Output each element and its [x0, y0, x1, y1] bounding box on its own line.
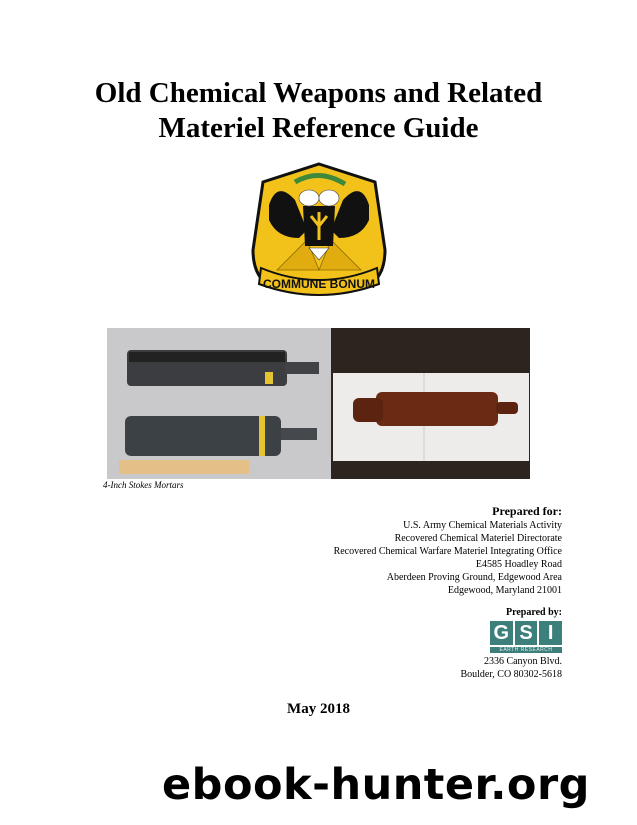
prepared-for-line: Edgewood, Maryland 21001 [447, 585, 562, 596]
gsi-letter: G [490, 621, 513, 645]
title-line-1: Old Chemical Weapons and Related [94, 77, 543, 109]
title-line-2: Materiel Reference Guide [158, 112, 479, 144]
prepared-for-line: Aberdeen Proving Ground, Edgewood Area [386, 572, 562, 583]
gsi-logo-icon [490, 621, 562, 653]
prepared-by-heading: Prepared by: [505, 607, 562, 618]
prepared-by-line: 2336 Canyon Blvd. [483, 656, 562, 667]
prepared-for-line: Recovered Chemical Warfare Materiel Integrating Office [333, 546, 562, 557]
stokes-mortars-photo [107, 328, 331, 479]
prepared-for-line: U.S. Army Chemical Materials Activity [403, 520, 562, 531]
gsi-subtitle: EARTH RESEARCH [490, 647, 562, 653]
emblem-motto: COMMUNE BONUM [263, 277, 375, 291]
prepared-for-line: Recovered Chemical Materiel Directorate [394, 533, 562, 544]
publication-date: May 2018 [287, 701, 350, 717]
gsi-letter: S [515, 621, 538, 645]
watermark: ebook-hunter.org [162, 760, 590, 810]
gsi-letter: I [539, 621, 562, 645]
photo-caption: 4-Inch Stokes Mortars [103, 480, 184, 490]
army-emblem-icon [247, 160, 391, 308]
prepared-for-heading: Prepared for: [492, 504, 562, 518]
prepared-for-block [334, 504, 562, 597]
rusted-mortar-photo [331, 328, 530, 479]
prepared-by-line: Boulder, CO 80302-5618 [460, 669, 562, 680]
prepared-for-line: E4585 Hoadley Road [475, 559, 562, 570]
prepared-by-block [460, 607, 562, 681]
document-title [0, 76, 637, 146]
